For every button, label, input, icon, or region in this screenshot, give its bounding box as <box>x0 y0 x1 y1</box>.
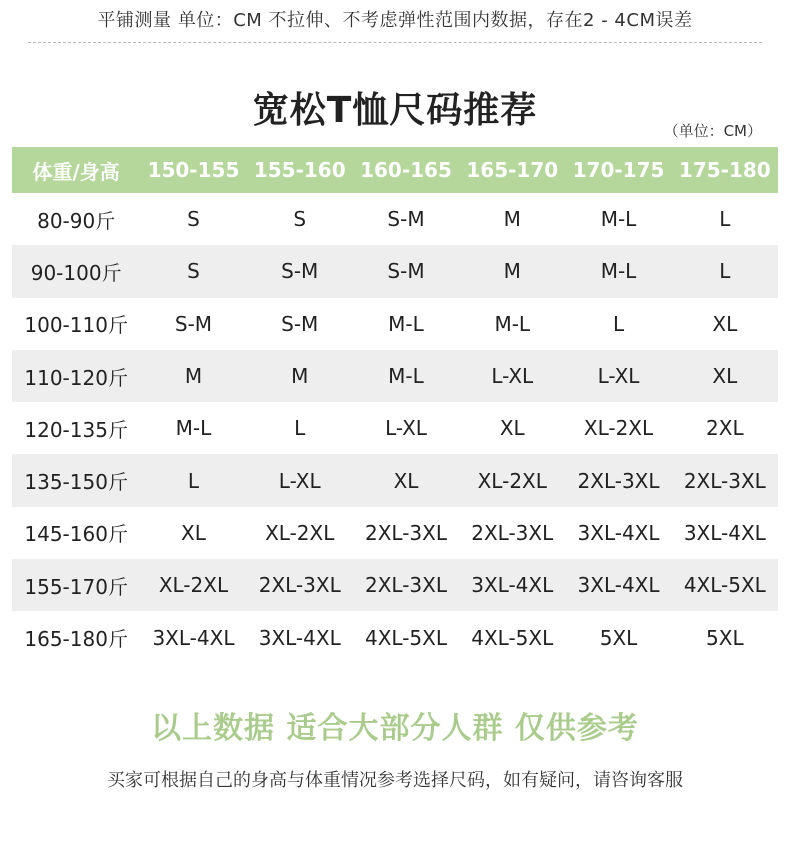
size-cell: XL <box>672 350 778 402</box>
size-cell: L <box>719 207 731 232</box>
size-cell: 5XL <box>706 625 744 650</box>
table-row <box>12 559 778 611</box>
header-cell: 165-170 <box>459 147 565 193</box>
table-row <box>12 298 778 350</box>
unit-note: （单位：CM） <box>663 122 762 140</box>
size-cell: XL-2XL <box>583 416 654 441</box>
size-cell: M-L <box>353 350 459 402</box>
page-title: 宽松T恤尺码推荐 <box>252 90 538 131</box>
size-cell: S <box>187 207 200 232</box>
size-cell: L <box>672 245 778 297</box>
size-cell: XL <box>181 520 206 545</box>
size-cell: M-L <box>565 245 671 297</box>
table-row <box>12 402 778 454</box>
footer-note: 买家可根据自己的身高与体重情况参考选择尺码，如有疑问，请咨询客服 <box>107 770 683 791</box>
size-cell: 4XL-5XL <box>364 625 447 650</box>
size-cell: L <box>612 311 625 336</box>
size-cell: 3XL-4XL <box>152 625 235 650</box>
size-cell: M-L <box>175 416 212 441</box>
size-cell: 3XL-4XL <box>565 559 671 611</box>
weight-cell: 155-170斤 <box>12 559 140 611</box>
size-cell: XL <box>353 454 459 506</box>
dashed-divider <box>28 42 762 43</box>
measurement-note: 平铺测量 单位：CM 不拉伸、不考虑弹性范围内数据，存在2 - 4CM误差 <box>97 10 693 31</box>
size-cell: L-XL <box>385 416 427 441</box>
size-cell: S-M <box>281 311 319 336</box>
header-cell: 155-160 <box>247 147 353 193</box>
table-header-row <box>12 147 778 193</box>
size-cell: L-XL <box>459 350 565 402</box>
size-cell: M <box>459 245 565 297</box>
size-cell: L <box>294 416 306 441</box>
size-cell: M <box>140 350 246 402</box>
size-cell: L-XL <box>247 454 353 506</box>
weight-cell: 145-160斤 <box>24 522 128 547</box>
header-cell: 170-175 <box>565 147 671 193</box>
size-cell: 2XL-3XL <box>353 559 459 611</box>
header-cell: 150-155 <box>140 147 246 193</box>
size-cell: 3XL-4XL <box>459 559 565 611</box>
header-cell: 175-180 <box>672 147 778 193</box>
table-row <box>12 350 778 402</box>
header-cell: 160-165 <box>353 147 459 193</box>
table-row <box>12 507 778 559</box>
weight-cell: 80-90斤 <box>37 208 116 233</box>
size-cell: M-L <box>600 207 637 232</box>
size-cell: S-M <box>387 207 425 232</box>
size-cell: XL <box>499 416 525 441</box>
table-row <box>12 245 778 297</box>
reference-slogan: 以上数据 适合大部分人群 仅供参考 <box>151 711 639 746</box>
weight-cell: 135-150斤 <box>12 454 140 506</box>
size-cell: L-XL <box>565 350 671 402</box>
size-cell: 2XL-3XL <box>672 454 778 506</box>
size-cell: XL-2XL <box>140 559 246 611</box>
header-cell-weight-height: 体重/身高 <box>12 147 140 193</box>
size-cell: 2XL-3XL <box>565 454 671 506</box>
size-table <box>12 147 778 664</box>
size-cell: 4XL-5XL <box>471 625 554 650</box>
weight-cell: 100-110斤 <box>24 313 128 338</box>
weight-cell: 120-135斤 <box>24 417 128 442</box>
size-cell: XL-2XL <box>265 520 335 545</box>
size-cell: L <box>140 454 246 506</box>
size-cell: 3XL-4XL <box>683 520 766 545</box>
size-cell: S <box>140 245 246 297</box>
size-cell: S-M <box>174 311 213 336</box>
size-cell: M <box>247 350 353 402</box>
size-cell: M-L <box>388 311 424 336</box>
size-cell: M <box>503 207 521 232</box>
weight-cell: 165-180斤 <box>24 627 128 652</box>
weight-cell: 110-120斤 <box>12 350 140 402</box>
table-row <box>12 611 778 663</box>
size-cell: 2XL-3XL <box>471 520 554 545</box>
table-row <box>12 193 778 245</box>
size-cell: 3XL-4XL <box>258 625 341 650</box>
size-cell: 3XL-4XL <box>577 520 660 545</box>
size-cell: 4XL-5XL <box>672 559 778 611</box>
size-cell: S-M <box>247 245 353 297</box>
size-cell: 2XL-3XL <box>364 520 447 545</box>
size-cell: 5XL <box>599 625 638 650</box>
table-row <box>12 454 778 506</box>
size-cell: 2XL <box>706 416 744 441</box>
size-cell: S <box>293 207 307 232</box>
size-cell: XL <box>712 311 738 336</box>
size-cell: 2XL-3XL <box>247 559 353 611</box>
weight-cell: 90-100斤 <box>12 245 140 297</box>
size-cell: S-M <box>353 245 459 297</box>
size-cell: XL-2XL <box>459 454 565 506</box>
size-cell: M-L <box>494 311 531 336</box>
